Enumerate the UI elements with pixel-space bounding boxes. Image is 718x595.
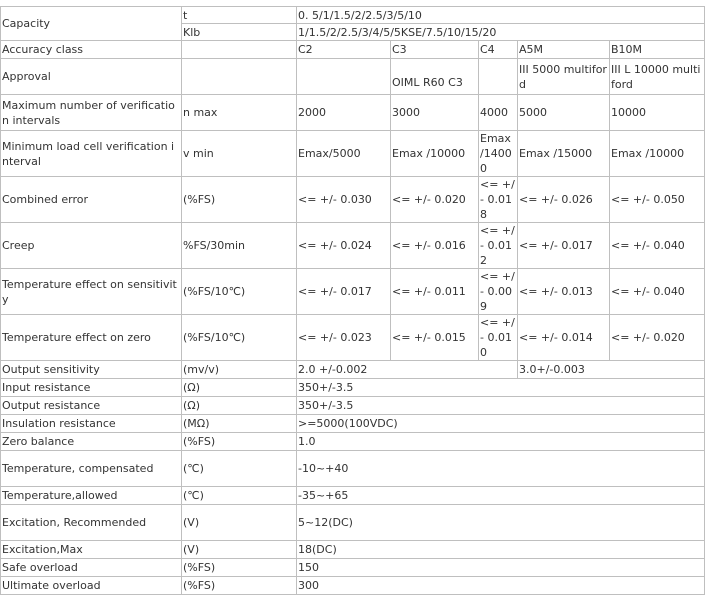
value-cell: <= +/- 0.030 — [297, 177, 391, 223]
table-row — [1, 223, 705, 269]
value-cell: -35~+65 — [297, 487, 705, 505]
row-label: Excitation,Max — [1, 541, 182, 559]
row-label: Insulation resistance — [1, 415, 182, 433]
row-label: Output sensitivity — [1, 361, 182, 379]
value-cell: 350+/-3.5 — [297, 379, 705, 397]
unit-cell: (MΩ) — [182, 415, 297, 433]
value-cell: OIML R60 C3 — [391, 59, 479, 95]
unit-cell: Klb — [182, 24, 297, 41]
value-cell: Emax /10000 — [391, 131, 479, 177]
unit-cell: t — [182, 7, 297, 24]
unit-cell: (mv/v) — [182, 361, 297, 379]
load-cell-spec-table — [0, 6, 705, 595]
table-row — [1, 451, 705, 487]
value-cell: Emax /15000 — [518, 131, 610, 177]
value-cell: <= +/- 0.014 — [518, 315, 610, 361]
value-cell: -10~+40 — [297, 451, 705, 487]
value-cell: <= +/- 0.013 — [518, 269, 610, 315]
unit-cell: (℃) — [182, 487, 297, 505]
value-cell: >=5000(100VDC) — [297, 415, 705, 433]
unit-cell: (%FS) — [182, 577, 297, 595]
unit-cell: v min — [182, 131, 297, 177]
table-row — [1, 397, 705, 415]
unit-cell: (%FS) — [182, 433, 297, 451]
value-cell: 350+/-3.5 — [297, 397, 705, 415]
unit-cell: (%FS/10℃) — [182, 269, 297, 315]
table-row — [1, 361, 705, 379]
value-cell — [479, 59, 518, 95]
unit-cell: (V) — [182, 505, 297, 541]
value-cell: 10000 — [610, 95, 705, 131]
row-label: Approval — [1, 59, 182, 95]
value-cell: <= +/- 0.015 — [391, 315, 479, 361]
table-row — [1, 269, 705, 315]
row-label: Output resistance — [1, 397, 182, 415]
value-cell: <= +/- 0.011 — [391, 269, 479, 315]
row-label: Excitation, Recommended — [1, 505, 182, 541]
unit-cell — [182, 59, 297, 95]
value-cell: <= +/- 0.026 — [518, 177, 610, 223]
unit-cell: (%FS) — [182, 177, 297, 223]
row-label: Ultimate overload — [1, 577, 182, 595]
row-label: Temperature,allowed — [1, 487, 182, 505]
table-row — [1, 433, 705, 451]
row-label: Temperature effect on sensitivity — [1, 269, 182, 315]
value-cell: <= +/- 0.040 — [610, 223, 705, 269]
accuracy-class-a5m: A5M — [518, 41, 610, 59]
table-row — [1, 559, 705, 577]
unit-cell: (%FS/10℃) — [182, 315, 297, 361]
table-row — [1, 577, 705, 595]
value-cell: 18(DC) — [297, 541, 705, 559]
value-cell: <= +/- 0.016 — [391, 223, 479, 269]
table-row — [1, 59, 705, 95]
value-cell: <= +/- 0.009 — [479, 269, 518, 315]
table-row — [1, 7, 705, 24]
table-row — [1, 505, 705, 541]
value-cell: 4000 — [479, 95, 518, 131]
value-cell: <= +/- 0.017 — [518, 223, 610, 269]
table-row — [1, 415, 705, 433]
value-cell: 5000 — [518, 95, 610, 131]
value-cell: 150 — [297, 559, 705, 577]
value-cell: 2.0 +/-0.002 — [297, 361, 518, 379]
row-label: Temperature, compensated — [1, 451, 182, 487]
row-label: Maximum number of verification intervals — [1, 95, 182, 131]
row-label: Temperature effect on zero — [1, 315, 182, 361]
unit-cell — [182, 41, 297, 59]
value-cell: <= +/- 0.012 — [479, 223, 518, 269]
value-cell: <= +/- 0.010 — [479, 315, 518, 361]
value-cell: <= +/- 0.040 — [610, 269, 705, 315]
value-cell: <= +/- 0.017 — [297, 269, 391, 315]
value-cell: 5~12(DC) — [297, 505, 705, 541]
value-cell: 3000 — [391, 95, 479, 131]
row-label: Accuracy class — [1, 41, 182, 59]
unit-cell: (Ω) — [182, 379, 297, 397]
value-cell: Emax /10000 — [610, 131, 705, 177]
unit-cell: (V) — [182, 541, 297, 559]
value-cell: 1.0 — [297, 433, 705, 451]
table-row — [1, 95, 705, 131]
unit-cell: (℃) — [182, 451, 297, 487]
table-row — [1, 41, 705, 59]
unit-cell: (Ω) — [182, 397, 297, 415]
accuracy-class-c3: C3 — [391, 41, 479, 59]
table-row — [1, 487, 705, 505]
value-cell: 3.0+/-0.003 — [518, 361, 705, 379]
table-row — [1, 315, 705, 361]
table-row — [1, 131, 705, 177]
value-cell — [297, 59, 391, 95]
row-label: Input resistance — [1, 379, 182, 397]
unit-cell: n max — [182, 95, 297, 131]
value-cell: III L 10000 multiford — [610, 59, 705, 95]
value-cell: 1/1.5/2/2.5/3/4/5/5KSE/7.5/10/15/20 — [297, 24, 705, 41]
accuracy-class-b10m: B10M — [610, 41, 705, 59]
row-label: Safe overload — [1, 559, 182, 577]
unit-cell: (%FS) — [182, 559, 297, 577]
value-cell: <= +/- 0.020 — [610, 315, 705, 361]
value-cell: <= +/- 0.020 — [391, 177, 479, 223]
row-label: Creep — [1, 223, 182, 269]
value-cell: <= +/- 0.018 — [479, 177, 518, 223]
accuracy-class-c2: C2 — [297, 41, 391, 59]
row-label-capacity: Capacity — [1, 7, 182, 41]
value-cell: <= +/- 0.050 — [610, 177, 705, 223]
table-row — [1, 379, 705, 397]
value-cell: 0. 5/1/1.5/2/2.5/3/5/10 — [297, 7, 705, 24]
accuracy-class-c4: C4 — [479, 41, 518, 59]
value-cell: 2000 — [297, 95, 391, 131]
table-row — [1, 177, 705, 223]
value-cell: 300 — [297, 577, 705, 595]
value-cell: <= +/- 0.023 — [297, 315, 391, 361]
unit-cell: %FS/30min — [182, 223, 297, 269]
value-cell: <= +/- 0.024 — [297, 223, 391, 269]
value-cell: III 5000 multiford — [518, 59, 610, 95]
value-cell: Emax /14000 — [479, 131, 518, 177]
value-cell: Emax/5000 — [297, 131, 391, 177]
row-label: Minimum load cell verification interval — [1, 131, 182, 177]
row-label: Combined error — [1, 177, 182, 223]
row-label: Zero balance — [1, 433, 182, 451]
